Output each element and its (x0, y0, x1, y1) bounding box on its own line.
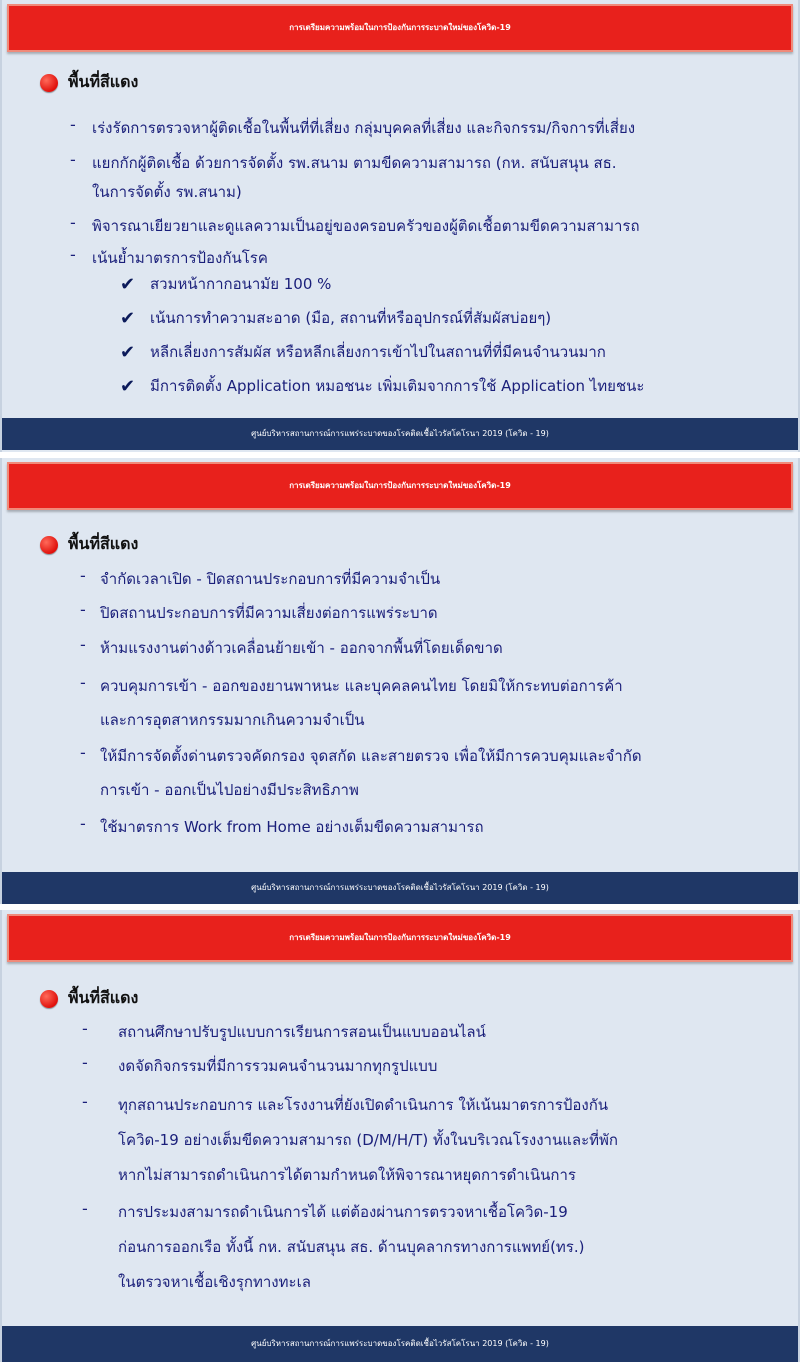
slide-title: การเตรียมความพร้อมในการป้องกันการระบาดใหม่ของโควิด-19 (7, 914, 793, 962)
slide-1 (0, 0, 800, 452)
list-item: ปิดสถานประกอบการที่มีความเสี่ยงต่อการแพร่ระบาด (100, 604, 438, 622)
bullet-dash: - (80, 635, 86, 654)
bullet-dash: - (80, 673, 86, 692)
slide-footer: ศูนย์บริหารสถานการณ์การแพร่ระบาดของโรคติดเชื้อไวรัสโคโรนา 2019 (โควิด - 19) (2, 418, 798, 450)
list-item: ใช้มาตรการ Work from Home อย่างเต็มขีดความสามารถ (100, 818, 484, 836)
bullet-dash: - (70, 245, 76, 264)
bullet-dash: - (82, 1019, 88, 1038)
list-item-cont: ในการจัดตั้ง รพ.สนาม) (92, 183, 242, 201)
area-heading (40, 70, 138, 95)
area-label: พื้นที่สีแดง (68, 534, 139, 553)
list-item-cont: การเข้า - ออกเป็นไปอย่างมีประสิทธิภาพ (100, 781, 359, 799)
bullet-dash: - (80, 566, 86, 585)
check-text: เน้นการทำความสะอาด (มือ, สถานที่หรืออุปกรณ์ที่สัมผัสบ่อยๆ) (150, 309, 552, 327)
slide-title: การเตรียมความพร้อมในการป้องกันการระบาดใหม่ของโควิด-19 (7, 4, 793, 52)
checkmark-icon: ✔ (120, 307, 136, 329)
list-item-cont: ก่อนการออกเรือ ทั้งนี้ กห. สนับสนุน สธ. ด้านบุคลากรทางการแพทย์(ทร.) (118, 1238, 585, 1256)
slide-footer: ศูนย์บริหารสถานการณ์การแพร่ระบาดของโรคติดเชื้อไวรัสโคโรนา 2019 (โควิด - 19) (2, 872, 798, 904)
slide-title: การเตรียมความพร้อมในการป้องกันการระบาดใหม่ของโควิด-19 (7, 462, 793, 510)
bullet-dash: - (82, 1199, 88, 1218)
list-item-cont: และการอุตสาหกรรมมากเกินความจำเป็น (100, 711, 365, 729)
slide-2 (0, 458, 800, 904)
list-item: จำกัดเวลาเปิด - ปิดสถานประกอบการที่มีความจำเป็น (100, 570, 441, 588)
check-text: สวมหน้ากากอนามัย 100 % (150, 275, 332, 293)
bullet-dash: - (80, 743, 86, 762)
checkmark-icon: ✔ (120, 375, 136, 397)
check-text: มีการติดตั้ง Application หมอชนะ เพิ่มเติมจากการใช้ Application ไทยชนะ (150, 377, 645, 395)
checkmark-icon: ✔ (120, 273, 136, 295)
bullet-dash: - (82, 1092, 88, 1111)
list-item: การประมงสามารถดำเนินการได้ แต่ต้องผ่านการตรวจหาเชื้อโควิด-19 (118, 1203, 568, 1221)
check-text: หลีกเลี่ยงการสัมผัส หรือหลีกเลี่ยงการเข้าไปในสถานที่ที่มีคนจำนวนมาก (150, 343, 606, 361)
check-item (120, 306, 551, 330)
area-heading (40, 986, 138, 1011)
red-dot-icon (40, 990, 58, 1008)
check-item (120, 340, 606, 364)
red-dot-icon (40, 536, 58, 554)
check-item (120, 374, 644, 398)
list-item-cont: ในตรวจหาเชื้อเชิงรุกทางทะเล (118, 1273, 311, 1291)
area-label: พื้นที่สีแดง (68, 72, 139, 91)
list-item: แยกกักผู้ติดเชื้อ ด้วยการจัดตั้ง รพ.สนาม ตามขีดความสามารถ (กห. สนับสนุน สธ. (92, 154, 617, 172)
list-item: เร่งรัดการตรวจหาผู้ติดเชื้อในพื้นที่ที่เสี่ยง กลุ่มบุคคลที่เสี่ยง และกิจกรรม/กิจการที่เสี่ยง (92, 119, 636, 137)
list-item: พิจารณาเยียวยาและดูแลความเป็นอยู่ของครอบครัวของผู้ติดเชื้อตามขีดความสามารถ (92, 217, 640, 235)
bullet-dash: - (80, 814, 86, 833)
checkmark-icon: ✔ (120, 341, 136, 363)
check-item (120, 272, 331, 296)
bullet-dash: - (70, 150, 76, 169)
list-item: ควบคุมการเข้า - ออกของยานพาหนะ และบุคคลคนไทย โดยมิให้กระทบต่อการค้า (100, 677, 623, 695)
bullet-dash: - (70, 115, 76, 134)
list-item: งดจัดกิจกรรมที่มีการรวมคนจำนวนมากทุกรูปแบบ (118, 1057, 438, 1075)
red-dot-icon (40, 74, 58, 92)
bullet-dash: - (70, 213, 76, 232)
area-heading (40, 532, 138, 557)
list-item: ให้มีการจัดตั้งด่านตรวจคัดกรอง จุดสกัด และสายตรวจ เพื่อให้มีการควบคุมและจำกัด (100, 747, 642, 765)
list-item-cont: โควิด-19 อย่างเต็มขีดความสามารถ (D/M/H/T) ทั้งในบริเวณโรงงานและที่พัก (118, 1131, 618, 1149)
list-item: ห้ามแรงงานต่างด้าวเคลื่อนย้ายเข้า - ออกจากพื้นที่โดยเด็ดขาด (100, 639, 503, 657)
list-item-cont: หากไม่สามารถดำเนินการได้ตามกำหนดให้พิจารณาหยุดการดำเนินการ (118, 1166, 576, 1184)
bullet-dash: - (82, 1053, 88, 1072)
slide-3 (0, 910, 800, 1362)
slide-footer: ศูนย์บริหารสถานการณ์การแพร่ระบาดของโรคติดเชื้อไวรัสโคโรนา 2019 (โควิด - 19) (2, 1326, 798, 1362)
list-item: ทุกสถานประกอบการ และโรงงานที่ยังเปิดดำเนินการ ให้เน้นมาตรการป้องกัน (118, 1096, 609, 1114)
area-label: พื้นที่สีแดง (68, 988, 139, 1007)
bullet-dash: - (80, 600, 86, 619)
list-item: เน้นย้ำมาตรการป้องกันโรค (92, 249, 268, 267)
list-item: สถานศึกษาปรับรูปแบบการเรียนการสอนเป็นแบบออนไลน์ (118, 1023, 486, 1041)
